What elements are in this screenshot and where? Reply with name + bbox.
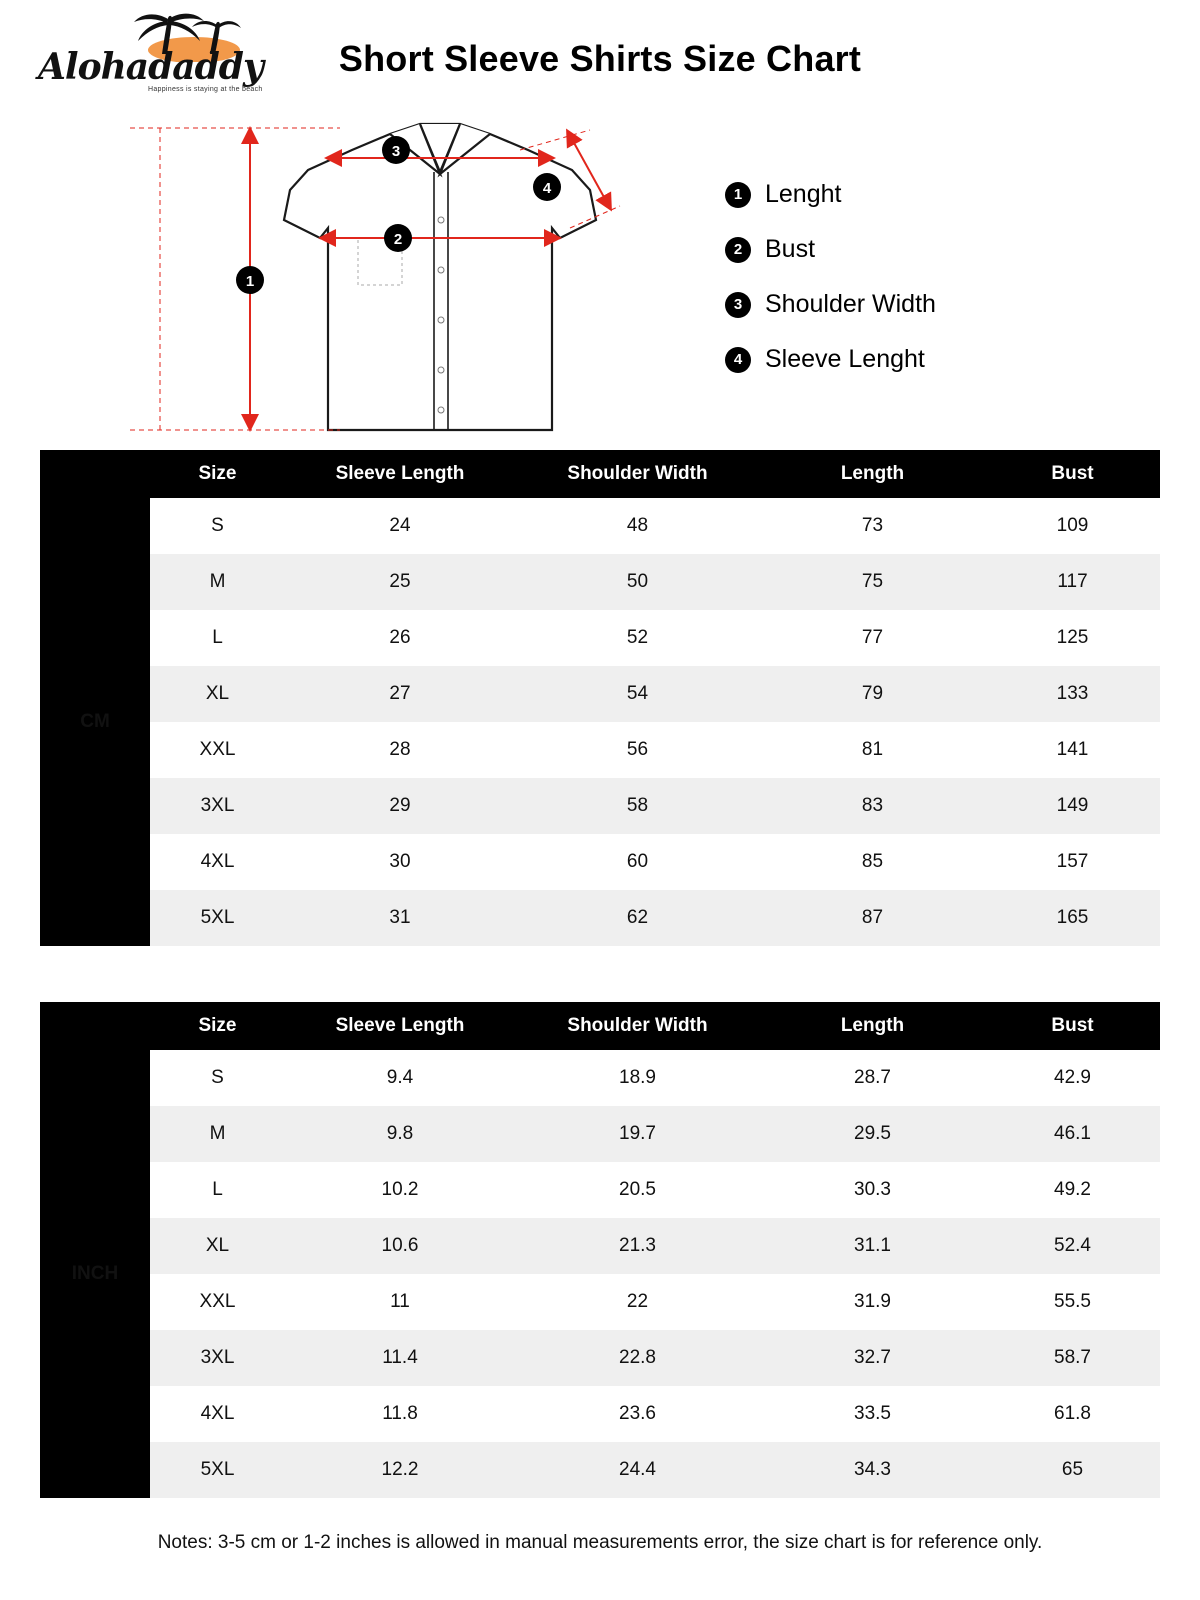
notes-text: Notes: 3-5 cm or 1-2 inches is allowed in manual measurements error, the size chart is for reference only. <box>157 1532 1043 1553</box>
cell-size: 4XL <box>150 1386 285 1442</box>
col-header-size: Size <box>150 450 285 498</box>
col-header-sleeve-length: Sleeve Length <box>285 450 515 498</box>
cell-bust: 61.8 <box>985 1386 1160 1442</box>
cell-length: 33.5 <box>760 1386 985 1442</box>
table-row <box>40 610 1160 666</box>
cell-bust: 165 <box>985 890 1160 946</box>
cell-bust: 42.9 <box>985 1050 1160 1106</box>
cell-size: 3XL <box>150 1330 285 1386</box>
page-title: Short Sleeve Shirts Size Chart <box>338 38 862 79</box>
legend-label-2: Bust <box>765 235 816 263</box>
cell-sleeve: 10.6 <box>285 1218 515 1274</box>
table-row <box>40 1386 1160 1442</box>
cell-length: 81 <box>760 722 985 778</box>
cell-shoulder: 19.7 <box>515 1106 760 1162</box>
cell-sleeve: 27 <box>285 666 515 722</box>
cell-size: 3XL <box>150 778 285 834</box>
table-row <box>40 1050 1160 1106</box>
cell-sleeve: 26 <box>285 610 515 666</box>
cell-shoulder: 52 <box>515 610 760 666</box>
cell-bust: 65 <box>985 1442 1160 1498</box>
cell-size: XL <box>150 666 285 722</box>
cell-bust: 52.4 <box>985 1218 1160 1274</box>
legend-label-4: Sleeve Lenght <box>765 345 925 373</box>
cell-bust: 157 <box>985 834 1160 890</box>
cell-size: L <box>150 1162 285 1218</box>
cell-sleeve: 10.2 <box>285 1162 515 1218</box>
cell-bust: 149 <box>985 778 1160 834</box>
cell-size: S <box>150 498 285 554</box>
col-header-size: Size <box>150 1002 285 1050</box>
cell-bust: 46.1 <box>985 1106 1160 1162</box>
cell-length: 34.3 <box>760 1442 985 1498</box>
cell-length: 31.9 <box>760 1274 985 1330</box>
legend-label-1: Lenght <box>765 180 842 208</box>
table-row <box>40 1218 1160 1274</box>
cell-sleeve: 31 <box>285 890 515 946</box>
table-row <box>40 1274 1160 1330</box>
unit-label-inch: INCH <box>40 1050 150 1498</box>
cell-sleeve: 25 <box>285 554 515 610</box>
cell-sleeve: 29 <box>285 778 515 834</box>
shirt-illustration <box>90 110 790 450</box>
cell-shoulder: 58 <box>515 778 760 834</box>
size-table-cm <box>40 450 1160 946</box>
cell-sleeve: 11 <box>285 1274 515 1330</box>
cell-sleeve: 11.8 <box>285 1386 515 1442</box>
cell-sleeve: 28 <box>285 722 515 778</box>
cell-length: 29.5 <box>760 1106 985 1162</box>
cell-length: 73 <box>760 498 985 554</box>
cell-shoulder: 24.4 <box>515 1442 760 1498</box>
cell-length: 85 <box>760 834 985 890</box>
legend-item-bust <box>725 235 936 264</box>
cell-shoulder: 48 <box>515 498 760 554</box>
brand-tagline: Happiness is staying at the beach <box>148 86 263 93</box>
svg-text:2: 2 <box>393 231 403 248</box>
cell-shoulder: 62 <box>515 890 760 946</box>
legend-badge-4: 4 <box>725 347 751 373</box>
cell-length: 77 <box>760 610 985 666</box>
svg-text:3: 3 <box>391 143 401 160</box>
cell-bust: 141 <box>985 722 1160 778</box>
cell-sleeve: 30 <box>285 834 515 890</box>
legend-item-length <box>725 180 936 209</box>
table-row <box>40 666 1160 722</box>
legend-badge-2: 2 <box>725 237 751 263</box>
table-gap <box>0 946 1200 1002</box>
cell-sleeve: 9.8 <box>285 1106 515 1162</box>
unit-header-inch <box>40 1002 150 1050</box>
legend-label-3: Shoulder Width <box>765 290 936 318</box>
cell-sleeve: 12.2 <box>285 1442 515 1498</box>
cell-shoulder: 56 <box>515 722 760 778</box>
cell-shoulder: 18.9 <box>515 1050 760 1106</box>
col-header-shoulder-width: Shoulder Width <box>515 1002 760 1050</box>
cell-sleeve: 9.4 <box>285 1050 515 1106</box>
table-row <box>40 498 1160 554</box>
measurement-diagram <box>0 110 1200 450</box>
cell-size: L <box>150 610 285 666</box>
cell-size: XXL <box>150 722 285 778</box>
col-header-shoulder-width: Shoulder Width <box>515 450 760 498</box>
cell-sleeve: 11.4 <box>285 1330 515 1386</box>
cell-length: 75 <box>760 554 985 610</box>
cell-length: 31.1 <box>760 1218 985 1274</box>
brand-name: Alohadaddy <box>38 46 263 88</box>
cell-size: 5XL <box>150 890 285 946</box>
table-row <box>40 1106 1160 1162</box>
table-header-row <box>40 450 1160 498</box>
col-header-bust: Bust <box>985 450 1160 498</box>
svg-text:4: 4 <box>542 180 552 197</box>
legend-badge-1: 1 <box>725 182 751 208</box>
table-row <box>40 722 1160 778</box>
cell-bust: 133 <box>985 666 1160 722</box>
table-row <box>40 834 1160 890</box>
col-header-bust: Bust <box>985 1002 1160 1050</box>
cell-size: M <box>150 1106 285 1162</box>
cell-shoulder: 23.6 <box>515 1386 760 1442</box>
col-header-length: Length <box>760 450 985 498</box>
legend-item-sleeve-length <box>725 345 936 374</box>
legend <box>725 180 936 400</box>
legend-badge-3: 3 <box>725 292 751 318</box>
cell-shoulder: 21.3 <box>515 1218 760 1274</box>
cell-length: 79 <box>760 666 985 722</box>
cell-bust: 125 <box>985 610 1160 666</box>
cell-size: 5XL <box>150 1442 285 1498</box>
table-row <box>40 778 1160 834</box>
cell-length: 30.3 <box>760 1162 985 1218</box>
table-row <box>40 890 1160 946</box>
table-row <box>40 1330 1160 1386</box>
cell-sleeve: 24 <box>285 498 515 554</box>
table-row <box>40 1162 1160 1218</box>
legend-item-shoulder-width <box>725 290 936 319</box>
cell-length: 28.7 <box>760 1050 985 1106</box>
cell-shoulder: 22.8 <box>515 1330 760 1386</box>
inch-table-wrap <box>40 1002 1160 1498</box>
cell-shoulder: 20.5 <box>515 1162 760 1218</box>
cell-bust: 58.7 <box>985 1330 1160 1386</box>
cell-size: XL <box>150 1218 285 1274</box>
cell-length: 87 <box>760 890 985 946</box>
cm-table-wrap <box>40 450 1160 946</box>
unit-header-cm <box>40 450 150 498</box>
cell-shoulder: 54 <box>515 666 760 722</box>
col-header-sleeve-length: Sleeve Length <box>285 1002 515 1050</box>
svg-text:1: 1 <box>245 273 255 290</box>
cell-bust: 49.2 <box>985 1162 1160 1218</box>
cell-shoulder: 22 <box>515 1274 760 1330</box>
cell-size: 4XL <box>150 834 285 890</box>
unit-label-cm: CM <box>40 498 150 946</box>
cell-size: XXL <box>150 1274 285 1330</box>
table-header-row <box>40 1002 1160 1050</box>
page-header <box>0 0 1200 110</box>
size-table-inch <box>40 1002 1160 1498</box>
cell-size: S <box>150 1050 285 1106</box>
cell-length: 32.7 <box>760 1330 985 1386</box>
cell-bust: 109 <box>985 498 1160 554</box>
cell-bust: 117 <box>985 554 1160 610</box>
col-header-length: Length <box>760 1002 985 1050</box>
table-row <box>40 554 1160 610</box>
cell-bust: 55.5 <box>985 1274 1160 1330</box>
cell-shoulder: 60 <box>515 834 760 890</box>
cell-size: M <box>150 554 285 610</box>
cell-length: 83 <box>760 778 985 834</box>
table-row <box>40 1442 1160 1498</box>
cell-shoulder: 50 <box>515 554 760 610</box>
